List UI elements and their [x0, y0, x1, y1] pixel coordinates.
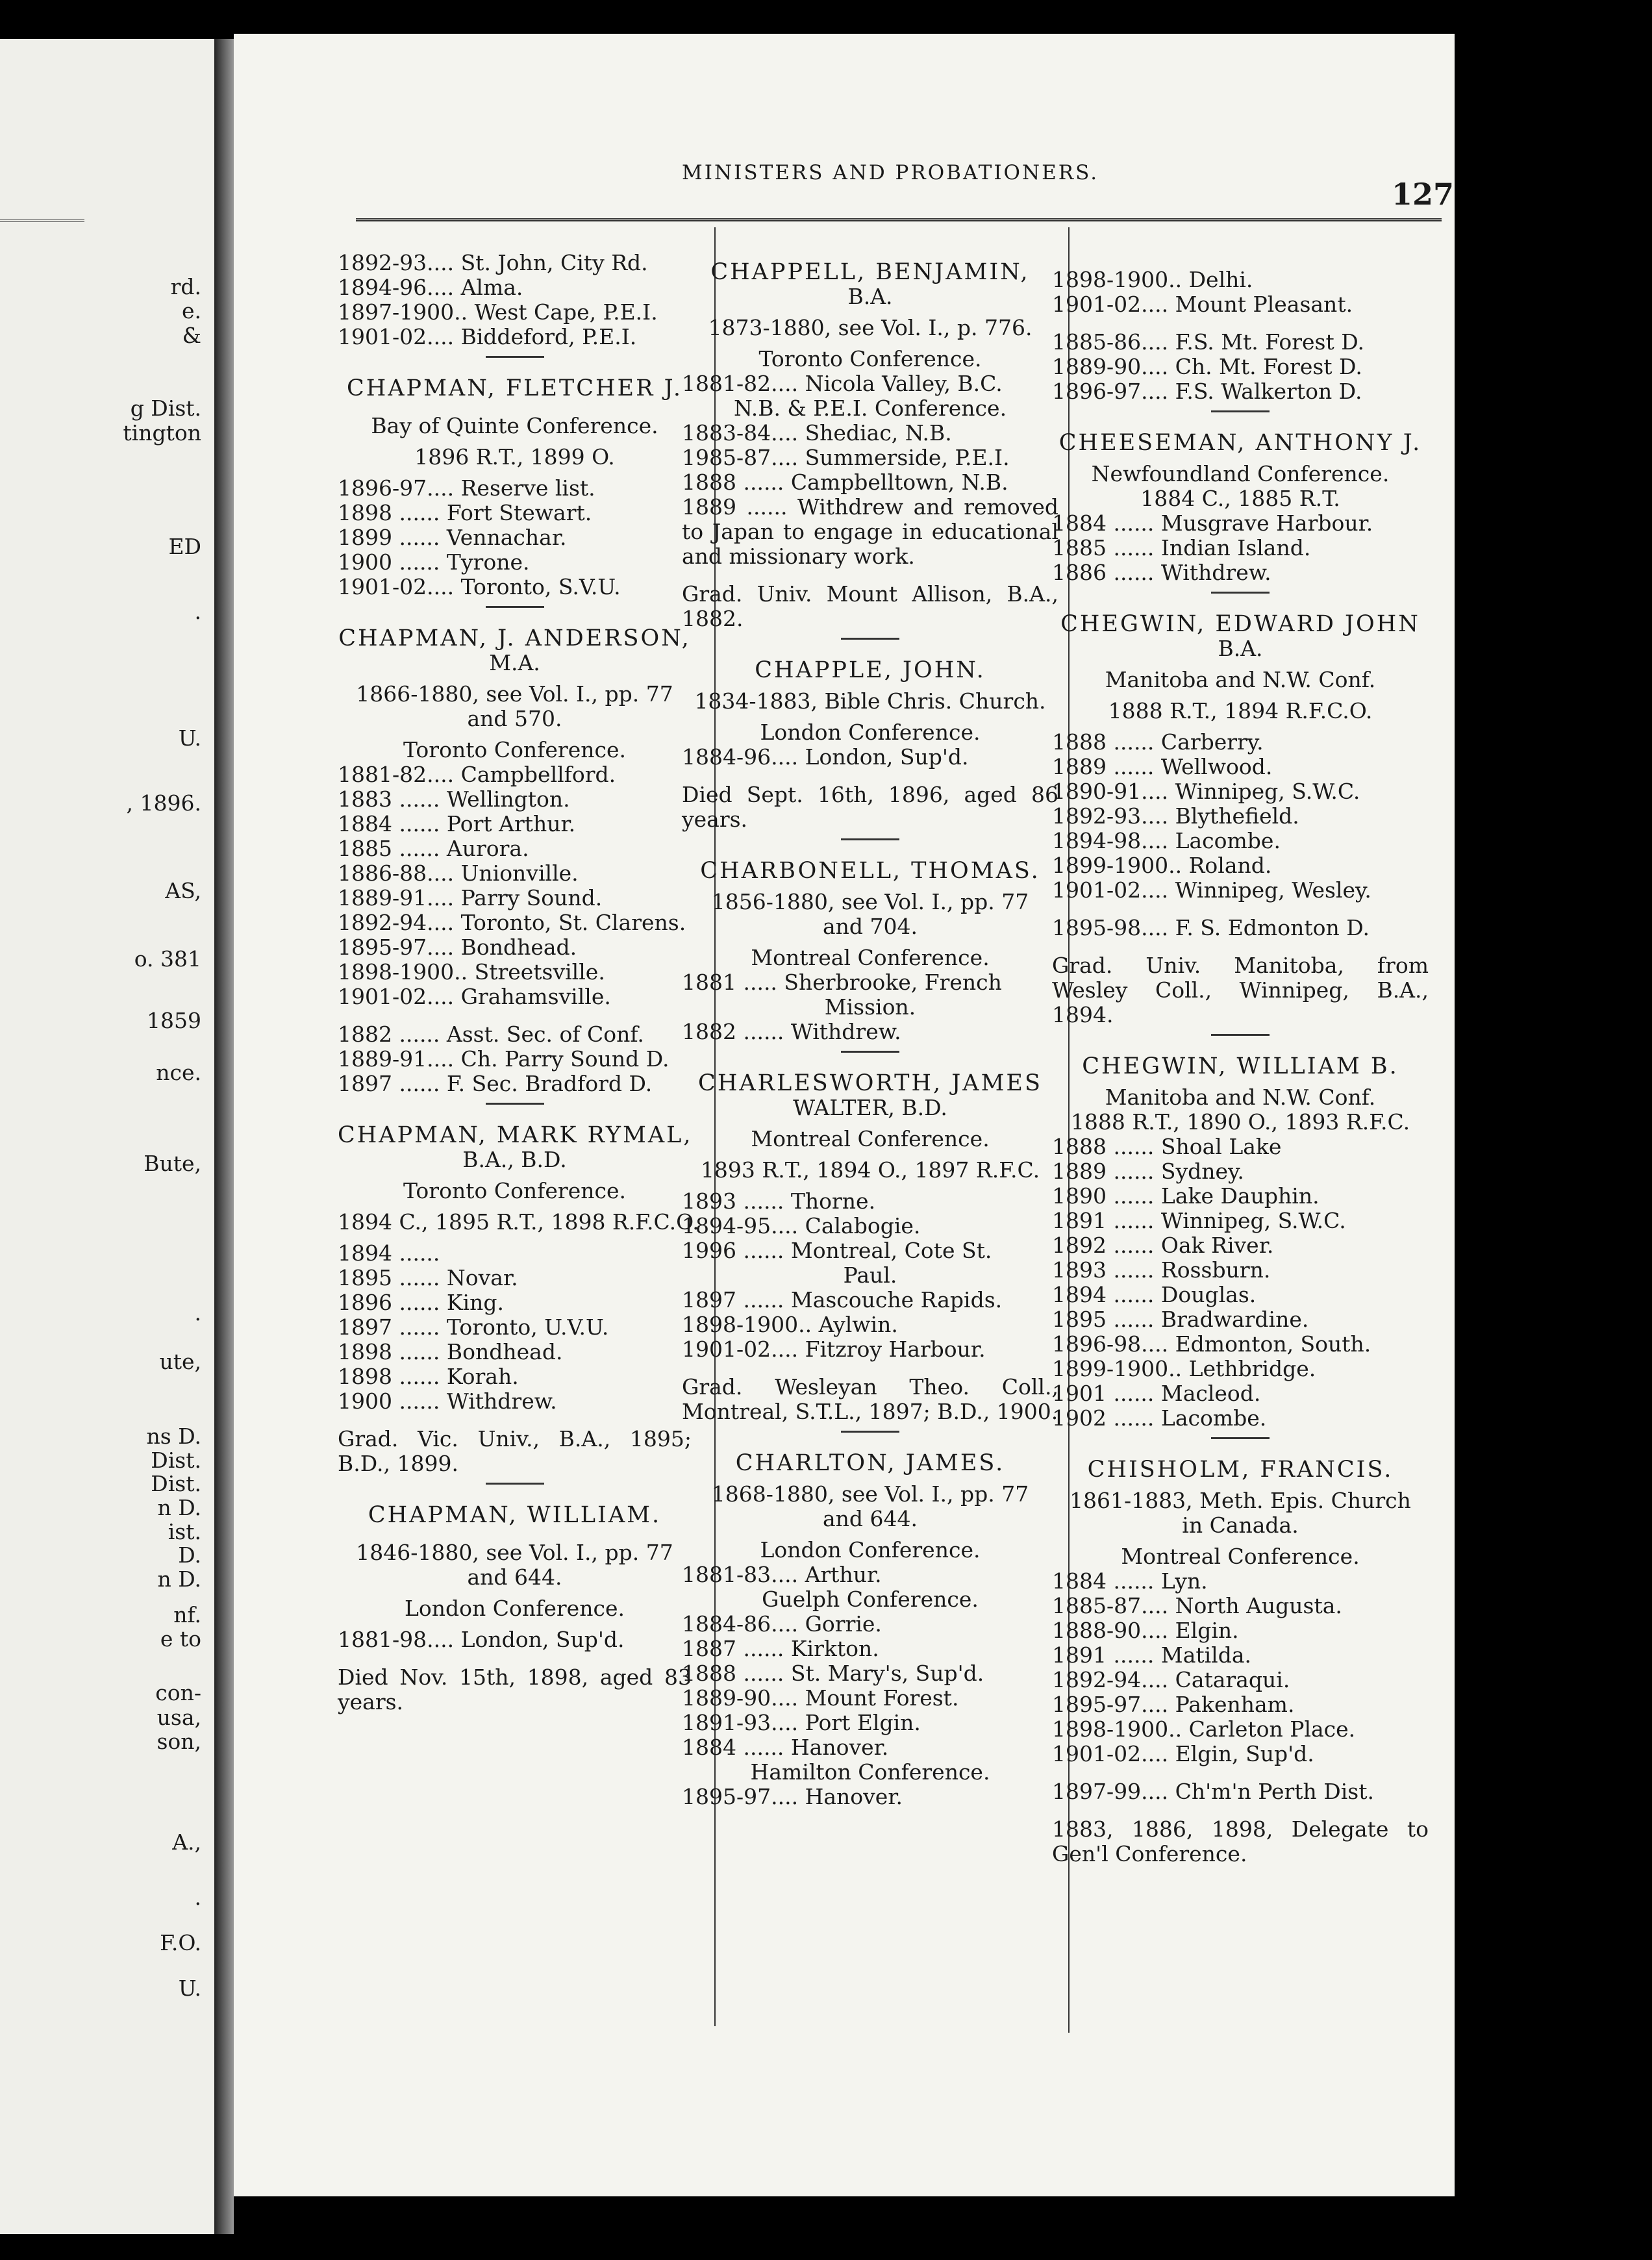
- appointment-line: 1898-1900.. Carleton Place.: [1052, 1716, 1356, 1742]
- appointment-line: 1882 ...... Withdrew.: [682, 1019, 901, 1044]
- appointment-line: 1894 ...... Douglas.: [1052, 1282, 1257, 1307]
- appointment-line: 1892-93.... Blythefield.: [1052, 803, 1299, 829]
- centered-line: Mission.: [824, 994, 916, 1020]
- appointment-line: 1881-98.... London, Sup'd.: [338, 1627, 625, 1652]
- column-1: [338, 250, 699, 1714]
- appointment-line: 1901-02.... Fitzroy Harbour.: [682, 1337, 986, 1362]
- entry-separator: [486, 1103, 544, 1105]
- left-page-fragment: Dist.: [151, 1448, 201, 1473]
- appointment-line: 1884 ...... Hanover.: [682, 1735, 889, 1760]
- left-page-fragment: e to: [160, 1626, 201, 1651]
- centered-line: 1868-1880, see Vol. I., pp. 77: [711, 1481, 1029, 1507]
- left-page-fragment: ist.: [168, 1519, 201, 1544]
- spacer: [682, 1362, 1058, 1375]
- spacer: [1052, 940, 1429, 953]
- appointment-line: 1901-02.... Biddeford, P.E.I.: [338, 324, 637, 349]
- appointment-line: 1881 ..... Sherbrooke, French: [682, 970, 1002, 995]
- minister-name: CHAPMAN, FLETCHER J.: [346, 375, 683, 401]
- appointment-line: 1897-1900.. West Cape, P.E.I.: [338, 299, 658, 325]
- centered-line: and 570.: [467, 706, 562, 731]
- entry-separator: [841, 838, 899, 840]
- appointment-line: 1901-02.... Grahamsville.: [338, 984, 611, 1009]
- appointment-line: 1886-88.... Unionville.: [338, 860, 579, 886]
- left-page-fragment: rd.: [170, 274, 201, 299]
- left-page-fragment: nf.: [173, 1602, 201, 1627]
- centered-line: 1888 R.T., 1890 O., 1893 R.F.C.: [1070, 1109, 1410, 1135]
- appointment-line: 1884 ...... Musgrave Harbour.: [1052, 510, 1373, 536]
- note-paragraph: Grad. Wesleyan Theo. Coll., Montreal, S.T.L., 1897; B.D., 1900.: [682, 1374, 1058, 1424]
- left-page-fragment: son,: [156, 1729, 201, 1754]
- left-page-fragment: U.: [178, 725, 201, 751]
- minister-name: CHISHOLM, FRANCIS.: [1087, 1457, 1394, 1483]
- centered-line: 1856-1880, see Vol. I., pp. 77: [711, 889, 1029, 914]
- spacer: [1052, 1766, 1429, 1779]
- appointment-line: 1893 ...... Rossburn.: [1052, 1257, 1271, 1283]
- appointment-line: 1890 ...... Lake Dauphin.: [1052, 1183, 1320, 1209]
- appointment-line: 1896-98.... Edmonton, South.: [1052, 1331, 1371, 1357]
- spacer: [338, 1652, 692, 1665]
- centered-line: 1834-1883, Bible Chris. Church.: [694, 688, 1046, 714]
- entry-separator: [841, 638, 899, 640]
- left-page-fragment: AS,: [165, 878, 201, 903]
- centered-line: Paul.: [843, 1262, 897, 1288]
- centered-line: and 644.: [467, 1564, 562, 1590]
- appointment-line: 1889 ...... Sydney.: [1052, 1159, 1244, 1184]
- appointment-line: 1883-84.... Shediac, N.B.: [682, 420, 952, 446]
- appointment-line: 1885-86.... F.S. Mt. Forest D.: [1052, 329, 1364, 355]
- page-number: 127: [1392, 177, 1455, 212]
- spacer: [338, 1527, 692, 1540]
- left-page-fragment: .: [194, 599, 201, 624]
- note-paragraph: Died Sept. 16th, 1896, aged 86 years.: [682, 782, 1058, 832]
- centered-line: London Conference.: [760, 720, 981, 745]
- appointment-line: 1900 ...... Withdrew.: [338, 1388, 557, 1414]
- centered-line: 1866-1880, see Vol. I., pp. 77: [356, 681, 673, 707]
- left-facing-page: [0, 39, 214, 2234]
- left-page-fragment: n D.: [157, 1566, 201, 1592]
- appointment-line: 1885 ...... Indian Island.: [1052, 535, 1311, 560]
- minister-name: CHAPMAN, MARK RYMAL,: [338, 1122, 693, 1148]
- left-page-fragment: ED: [168, 534, 201, 559]
- centered-line: London Conference.: [760, 1537, 981, 1563]
- left-page-fragment: n D.: [157, 1495, 201, 1520]
- appointment-line: 1892-93.... St. John, City Rd.: [338, 250, 648, 275]
- appointment-line: 1895 ...... Novar.: [338, 1265, 518, 1290]
- centered-line: M.A.: [489, 650, 540, 675]
- centered-line: London Conference.: [405, 1596, 625, 1621]
- appointment-line: 1901-02.... Mount Pleasant.: [1052, 292, 1353, 317]
- appointment-line: 1881-83.... Arthur.: [682, 1562, 882, 1587]
- note-paragraph: 1889 ...... Withdrew and removed to Japan to engage in educational and missionary work.: [682, 494, 1058, 569]
- centered-line: Toronto Conference.: [403, 1178, 626, 1203]
- centered-line: and 644.: [822, 1506, 918, 1531]
- minister-name: CHARLESWORTH, JAMES: [698, 1070, 1042, 1096]
- left-page-fragment: .: [194, 1885, 201, 1910]
- appointment-line: 1901-02.... Elgin, Sup'd.: [1052, 1741, 1314, 1766]
- entry-separator: [486, 1483, 544, 1485]
- appointment-line: 1884-96.... London, Sup'd.: [682, 744, 969, 770]
- book-gutter: [214, 39, 234, 2234]
- entry-separator: [1211, 1437, 1270, 1439]
- appointment-line: 1884 ...... Port Arthur.: [338, 811, 576, 836]
- centered-line: Hamilton Conference.: [750, 1759, 990, 1785]
- centered-line: Manitoba and N.W. Conf.: [1105, 667, 1376, 692]
- left-page-fragment: con-: [155, 1680, 201, 1705]
- appointment-line: 1895-97.... Bondhead.: [338, 935, 577, 960]
- appointment-line: 1902 ...... Lacombe.: [1052, 1405, 1267, 1431]
- left-page-fragment: ute,: [159, 1349, 201, 1374]
- note-paragraph: Grad. Univ. Mount Allison, B.A., 1882.: [682, 581, 1058, 631]
- spacer: [682, 770, 1058, 783]
- appointment-line: 1889-90.... Mount Forest.: [682, 1685, 959, 1711]
- centered-line: Guelph Conference.: [762, 1587, 979, 1612]
- appointment-line: 1888 ...... St. Mary's, Sup'd.: [682, 1661, 984, 1686]
- appointment-line: 1901-02.... Winnipeg, Wesley.: [1052, 877, 1371, 903]
- appointment-line: 1892-94.... Toronto, St. Clarens.: [338, 910, 686, 935]
- centered-line: Montreal Conference.: [751, 1126, 990, 1151]
- appointment-line: 1890-91.... Winnipeg, S.W.C.: [1052, 779, 1360, 804]
- appointment-line: 1881-82.... Campbellford.: [338, 762, 616, 787]
- left-page-fragment: Dist.: [151, 1471, 201, 1496]
- appointment-line: 1899-1900.. Roland.: [1052, 853, 1272, 878]
- appointment-line: 1901 ...... Macleod.: [1052, 1381, 1261, 1406]
- centered-line: B.A.: [847, 284, 893, 309]
- left-page-fragment: nce.: [156, 1060, 201, 1085]
- centered-line: 1884 C., 1885 R.T.: [1140, 486, 1340, 511]
- minister-name: CHAPMAN, J. ANDERSON,: [338, 625, 691, 651]
- centered-line: B.A., B.D.: [462, 1147, 567, 1172]
- centered-line: Toronto Conference.: [403, 737, 626, 762]
- spacer: [338, 401, 692, 414]
- appointment-line: 1899 ...... Vennachar.: [338, 525, 567, 550]
- note-paragraph: Died Nov. 15th, 1898, aged 83 years.: [338, 1664, 692, 1714]
- header-rule: [356, 218, 1442, 221]
- appointment-line: 1888 ...... Shoal Lake: [1052, 1134, 1282, 1159]
- centered-line: Manitoba and N.W. Conf.: [1105, 1085, 1376, 1110]
- appointment-line: 1895-98.... F. S. Edmonton D.: [1052, 915, 1370, 940]
- appointment-line: 1894-95.... Calabogie.: [682, 1213, 921, 1238]
- centered-line: 1873-1880, see Vol. I., p. 776.: [708, 315, 1032, 340]
- appointment-line: 1887 ...... Kirkton.: [682, 1636, 879, 1661]
- entry-separator: [1211, 1034, 1270, 1036]
- centered-line: 1896 R.T., 1899 O.: [414, 444, 615, 470]
- centered-line: WALTER, B.D.: [793, 1095, 947, 1120]
- centered-line: 1888 R.T., 1894 R.F.C.O.: [1108, 698, 1373, 723]
- centered-line: N.B. & P.E.I. Conference.: [733, 396, 1007, 421]
- appointment-line: 1888 ...... Carberry.: [1052, 729, 1264, 755]
- left-page-fragment: 1859: [147, 1008, 201, 1033]
- minister-name: CHAPPLE, JOHN.: [755, 657, 986, 683]
- minister-name: CHAPMAN, WILLIAM.: [368, 1502, 662, 1528]
- appointment-line: 1883 ...... Wellington.: [338, 786, 570, 812]
- centered-line: Newfoundland Conference.: [1091, 461, 1390, 486]
- appointment-line: 1891-93.... Port Elgin.: [682, 1710, 921, 1735]
- left-page-fragment: , 1896.: [126, 790, 201, 816]
- entry-separator: [1211, 592, 1270, 594]
- appointment-line: 1891 ...... Winnipeg, S.W.C.: [1052, 1208, 1346, 1233]
- minister-name: CHARLTON, JAMES.: [735, 1450, 1005, 1476]
- appointment-line: 1889 ...... Wellwood.: [1052, 754, 1273, 779]
- appointment-line: 1882 ...... Asst. Sec. of Conf.: [338, 1022, 644, 1047]
- centered-line: Montreal Conference.: [751, 945, 990, 970]
- appointment-line: 1891 ...... Matilda.: [1052, 1642, 1252, 1668]
- appointment-line: 1896 ...... King.: [338, 1290, 504, 1315]
- appointment-line: 1886 ...... Withdrew.: [1052, 560, 1271, 585]
- appointment-line: 1884 ...... Lyn.: [1052, 1568, 1208, 1594]
- left-page-fragment: usa,: [156, 1705, 201, 1730]
- appointment-line: 1892 ...... Oak River.: [1052, 1233, 1274, 1258]
- appointment-line: 1885-87.... North Augusta.: [1052, 1593, 1342, 1618]
- appointment-line: 1996 ...... Montreal, Cote St.: [682, 1238, 992, 1263]
- appointment-line: 1901-02.... Toronto, S.V.U.: [338, 574, 621, 599]
- appointment-line: 1894 ......: [338, 1240, 440, 1266]
- note-paragraph: Grad. Vic. Univ., B.A., 1895; B.D., 1899.: [338, 1426, 692, 1476]
- appointment-line: 1895 ...... Bradwardine.: [1052, 1307, 1309, 1332]
- appointment-line: 1900 ...... Tyrone.: [338, 549, 530, 575]
- minister-name: CHAPPELL, BENJAMIN,: [710, 259, 1030, 285]
- appointment-line: 1898 ...... Bondhead.: [338, 1339, 563, 1364]
- left-page-fragment: .: [194, 1300, 201, 1325]
- minister-name: CHEESEMAN, ANTHONY J.: [1058, 430, 1422, 456]
- left-page-fragment: U.: [178, 1976, 201, 2001]
- appointment-line: 1897 ...... Mascouche Rapids.: [682, 1287, 1003, 1312]
- centered-line: Montreal Conference.: [1121, 1544, 1360, 1569]
- appointment-line: 1897 ...... Toronto, U.V.U.: [338, 1314, 609, 1340]
- centered-line: in Canada.: [1182, 1513, 1299, 1538]
- left-page-rule: [0, 220, 84, 222]
- centered-line: 1861-1883, Meth. Epis. Church: [1070, 1488, 1411, 1513]
- left-page-fragment: F.O.: [160, 1930, 201, 1955]
- appointment-line: 1898-1900.. Aylwin.: [682, 1312, 898, 1337]
- appointment-line: 1892-94.... Cataraqui.: [1052, 1667, 1290, 1692]
- left-page-fragment: e.: [181, 298, 201, 323]
- appointment-line: 1898-1900.. Delhi.: [1052, 267, 1253, 292]
- appointment-line: 1897 ...... F. Sec. Bradford D.: [338, 1071, 653, 1096]
- entry-separator: [1211, 410, 1270, 412]
- minister-name: CHEGWIN, EDWARD JOHN: [1060, 611, 1420, 637]
- left-page-fragment: A.,: [172, 1829, 201, 1855]
- note-paragraph: 1883, 1886, 1898, Delegate to Gen'l Conference.: [1052, 1816, 1429, 1866]
- spacer: [338, 1414, 692, 1427]
- appointment-line: 1884-86.... Gorrie.: [682, 1611, 882, 1637]
- left-page-fragment: &: [182, 323, 201, 348]
- column-2: [682, 260, 1058, 1809]
- centered-line: and 704.: [822, 914, 918, 939]
- appointment-line: 1889-91.... Parry Sound.: [338, 885, 603, 910]
- running-header: MINISTERS AND PROBATIONERS.: [682, 161, 1099, 184]
- appointment-line: 1895-97.... Pakenham.: [1052, 1692, 1295, 1717]
- note-paragraph: Grad. Univ. Manitoba, from Wesley Coll., Winnipeg, B.A., 1894.: [1052, 953, 1429, 1027]
- appointment-line: 1889-90.... Ch. Mt. Forest D.: [1052, 354, 1362, 379]
- left-page-fragment: tington: [123, 420, 201, 446]
- spacer: [1052, 1804, 1429, 1817]
- appointment-line: 1888 ...... Campbelltown, N.B.: [682, 470, 1008, 495]
- minister-name: CHARBONELL, THOMAS.: [700, 858, 1040, 884]
- appointment-line: 1896-97.... Reserve list.: [338, 475, 595, 501]
- spacer: [338, 1009, 692, 1022]
- centered-line: B.A.: [1218, 636, 1263, 661]
- left-page-fragment: g Dist.: [130, 396, 201, 421]
- appointment-line: 1889-91.... Ch. Parry Sound D.: [338, 1046, 670, 1072]
- left-page-fragment: Bute,: [144, 1151, 201, 1176]
- column-3: [1052, 268, 1429, 1866]
- centered-line: Toronto Conference.: [758, 346, 982, 371]
- appointment-line: 1896-97.... F.S. Walkerton D.: [1052, 379, 1362, 404]
- minister-name: CHEGWIN, WILLIAM B.: [1082, 1053, 1399, 1079]
- entry-separator: [486, 606, 544, 608]
- appointment-line: 1899-1900.. Lethbridge.: [1052, 1356, 1316, 1381]
- entry-separator: [841, 1051, 899, 1053]
- appointment-line: 1898-1900.. Streetsville.: [338, 959, 605, 985]
- appointment-line: 1893 ...... Thorne.: [682, 1188, 876, 1214]
- appointment-line: 1985-87.... Summerside, P.E.I.: [682, 445, 1010, 470]
- appointment-line: 1898 ...... Fort Stewart.: [338, 500, 592, 525]
- spacer: [682, 569, 1058, 582]
- appointment-line: 1881-82.... Nicola Valley, B.C.: [682, 371, 1003, 396]
- centered-line: Bay of Quinte Conference.: [371, 413, 658, 438]
- centered-line: 1894 C., 1895 R.T., 1898 R.F.C.O.: [338, 1209, 699, 1235]
- centered-line: 1893 R.T., 1894 O., 1897 R.F.C.: [700, 1157, 1040, 1183]
- entry-separator: [486, 356, 544, 358]
- appointment-line: 1894-98.... Lacombe.: [1052, 828, 1281, 853]
- spacer: [1052, 317, 1429, 330]
- spacer: [1052, 903, 1429, 916]
- appointment-line: 1895-97.... Hanover.: [682, 1784, 903, 1809]
- appointment-line: 1897-99.... Ch'm'n Perth Dist.: [1052, 1779, 1374, 1804]
- left-page-fragment: D.: [178, 1542, 201, 1568]
- centered-line: 1846-1880, see Vol. I., pp. 77: [356, 1540, 673, 1565]
- appointment-line: 1885 ...... Aurora.: [338, 836, 529, 861]
- entry-separator: [841, 1431, 899, 1433]
- left-page-fragment: o. 381: [134, 946, 201, 972]
- appointment-line: 1898 ...... Korah.: [338, 1364, 519, 1389]
- appointment-line: 1888-90.... Elgin.: [1052, 1618, 1239, 1643]
- left-page-fragment: ns D.: [146, 1424, 201, 1449]
- appointment-line: 1894-96.... Alma.: [338, 275, 523, 300]
